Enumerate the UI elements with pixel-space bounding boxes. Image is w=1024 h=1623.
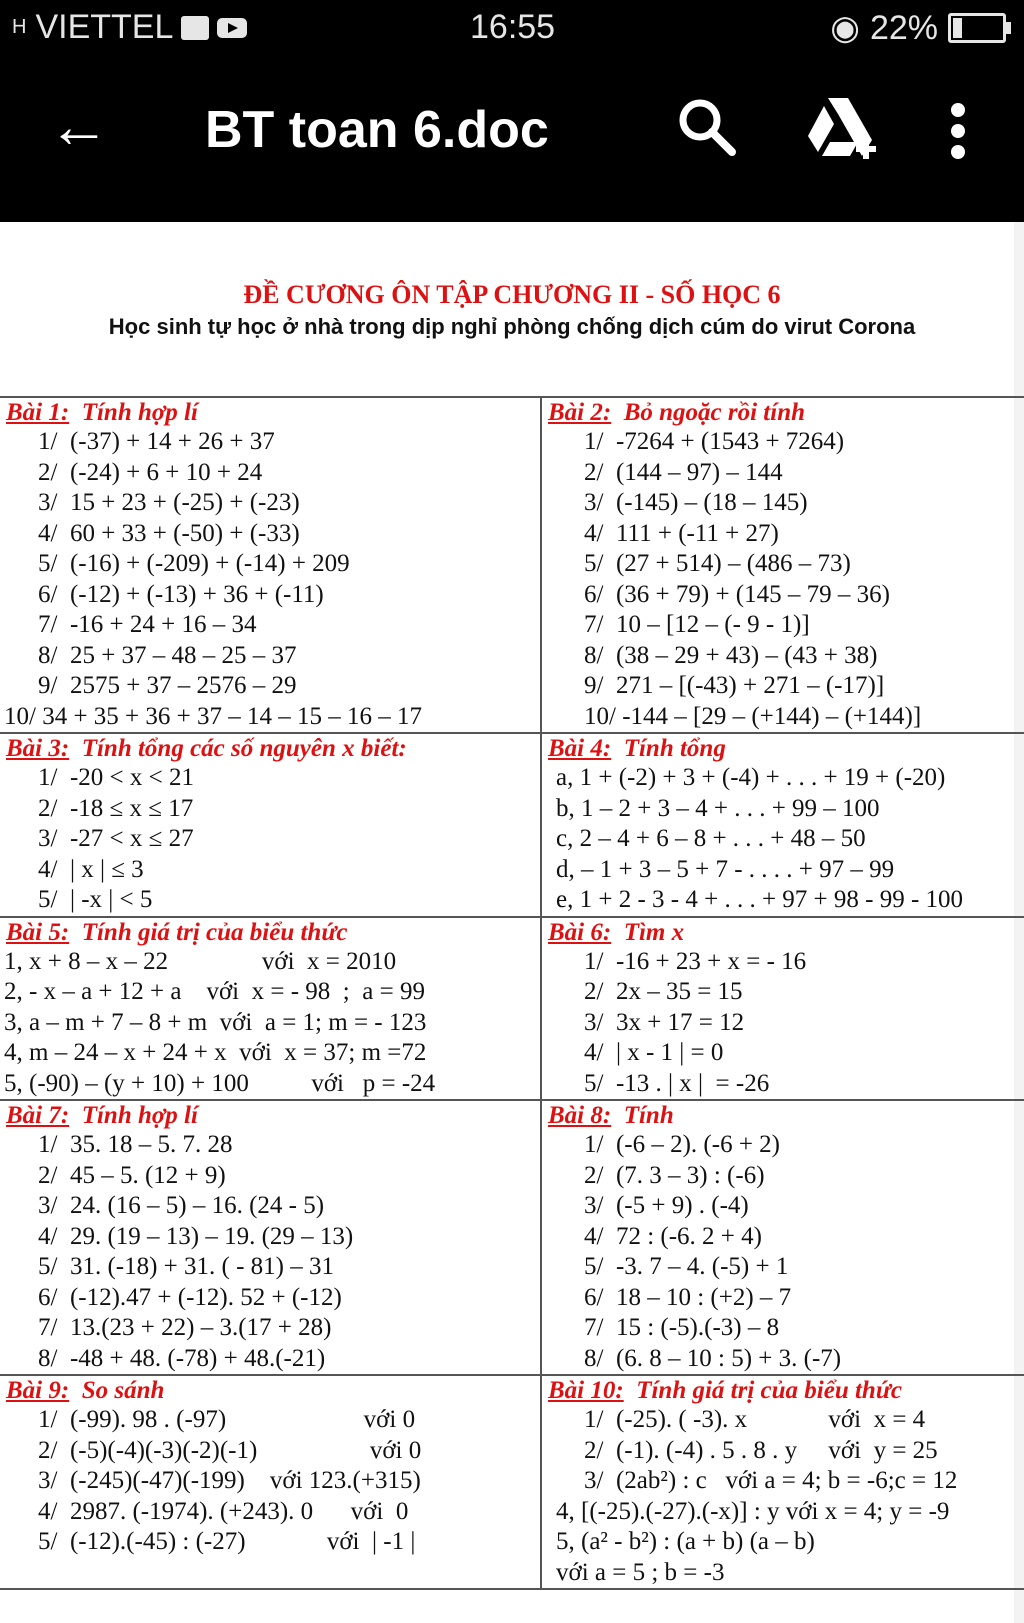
exercise-item: 4/ | x - 1 | = 0	[584, 1039, 724, 1066]
exercise-item: b, 1 – 2 + 3 – 4 + . . . + 99 – 100	[556, 794, 880, 822]
back-arrow-icon[interactable]: ←	[48, 92, 110, 161]
exercise-item: 6/ 18 – 10 : (+2) – 7	[584, 1283, 792, 1311]
exercise-item: 5/ 31. (-18) + 31. ( - 81) – 31	[38, 1253, 334, 1280]
exercise-item: 4/ 60 + 33 + (-50) + (-33)	[38, 519, 300, 547]
exercise-heading	[542, 918, 1024, 947]
exercise-cell	[541, 917, 1024, 1101]
exercise-title: Bỏ ngoặc rồi tính	[611, 399, 806, 426]
exercise-item: 5, (-90) – (y + 10) + 100 với p = -24	[4, 1069, 436, 1097]
more-vert-icon[interactable]	[940, 96, 976, 166]
exercise-item: 3/ (2ab²) : c với a = 4; b = -6;c = 12	[584, 1467, 958, 1494]
exercise-item: 2, - x – a + 12 + a với x = - 98 ; a = 99	[4, 978, 425, 1005]
exercise-item: 4/ 72 : (-6. 2 + 4)	[584, 1222, 762, 1250]
doc-heading: ĐỀ CƯƠNG ÔN TẬP CHƯƠNG II - SỐ HỌC 6	[243, 280, 781, 309]
exercise-item: 7/ -16 + 24 + 16 – 34	[38, 611, 257, 638]
exercise-heading	[0, 398, 540, 427]
exercise-item: 5/ (27 + 514) – (486 – 73)	[584, 550, 851, 577]
search-icon[interactable]	[672, 92, 742, 162]
exercise-item: 8/ 25 + 37 – 48 – 25 – 37	[38, 641, 297, 669]
exercise-item: 1/ (-25). ( -3). x với x = 4	[584, 1406, 926, 1433]
exercise-item: 4/ 111 + (-11 + 27)	[584, 519, 779, 547]
exercise-title: Tính giá trị của biểu thức	[623, 1377, 902, 1404]
exercise-item: 4/ 2987. (-1974). (+243). 0 với 0	[38, 1497, 409, 1525]
exercise-item: c, 2 – 4 + 6 – 8 + . . . + 48 – 50	[556, 825, 866, 852]
exercise-row	[0, 733, 1024, 917]
exercise-item: 3/ (-145) – (18 – 145)	[584, 489, 808, 516]
status-left	[12, 8, 247, 47]
clock: 16:55	[470, 8, 556, 46]
battery-icon	[948, 13, 1006, 43]
exercise-title: Tìm x	[611, 918, 685, 946]
exercise-cell	[0, 917, 541, 1101]
exercise-title: Tính tổng	[611, 735, 726, 762]
exercise-item: 9/ 271 – [(-43) + 271 – (-17)]	[584, 672, 885, 699]
exercise-item: 1/ (-6 – 2). (-6 + 2)	[584, 1131, 780, 1158]
exercise-item: d, – 1 + 3 – 5 + 7 - . . . . + 97 – 99	[556, 855, 895, 883]
exercise-item: 6/ (-12).47 + (-12). 52 + (-12)	[38, 1283, 342, 1311]
exercise-cell	[0, 1100, 541, 1375]
exercise-item: 5/ | -x | < 5	[38, 886, 153, 913]
notification-icon	[181, 16, 209, 40]
doc-subheading: Học sinh tự học ở nhà trong dịp nghỉ phòng chống dịch cúm do virut Corona	[108, 314, 916, 339]
exercise-cell	[0, 397, 541, 733]
exercise-label: Bài 3:	[6, 735, 70, 762]
exercise-cell	[0, 1375, 541, 1589]
exercise-item: 7/ 10 – [12 – (- 9 - 1)]	[584, 611, 810, 638]
exercise-item: 5, (a² - b²) : (a + b) (a – b)	[556, 1528, 815, 1555]
exercise-item: e, 1 + 2 - 3 - 4 + . . . + 97 + 98 - 99 - 100	[556, 886, 964, 913]
exercise-title: Tính hợp lí	[69, 399, 198, 426]
exercise-item: a, 1 + (-2) + 3 + (-4) + . . . + 19 + (-20)	[556, 764, 946, 791]
carrier-name: VIETTEL	[35, 8, 174, 46]
exercise-item: 6/ (36 + 79) + (145 – 79 – 36)	[584, 580, 890, 608]
exercise-row	[0, 397, 1024, 733]
exercise-row	[0, 1100, 1024, 1375]
exercise-item: 1/ 35. 18 – 5. 7. 28	[38, 1131, 233, 1158]
exercise-item: 3, a – m + 7 – 8 + m với a = 1; m = - 123	[4, 1008, 427, 1036]
exercise-item: 3/ (-245)(-47)(-199) với 123.(+315)	[38, 1467, 421, 1494]
exercise-item: 1, x + 8 – x – 22 với x = 2010	[4, 947, 397, 975]
exercise-item: 7/ 13.(23 + 22) – 3.(17 + 28)	[38, 1314, 332, 1341]
exercise-item: 2/ (144 – 97) – 144	[584, 458, 783, 486]
document-title: BT toan 6.doc	[205, 101, 549, 159]
exercise-title: Tính hợp lí	[69, 1102, 198, 1129]
status-bar	[0, 0, 1024, 52]
app-bar	[0, 52, 1024, 222]
exercise-item: 5/ (-12).(-45) : (-27) với | -1 |	[38, 1528, 416, 1555]
exercise-item: 10/ 34 + 35 + 36 + 37 – 14 – 15 – 16 – 17	[4, 702, 422, 730]
exercise-item: 3/ (-5 + 9) . (-4)	[584, 1192, 749, 1219]
exercise-item: 1/ -7264 + (1543 + 7264)	[584, 428, 845, 455]
exercise-table	[0, 396, 1024, 1590]
exercise-label: Bài 10:	[548, 1377, 624, 1404]
exercise-cell	[541, 1375, 1024, 1589]
exercise-heading	[0, 1376, 540, 1405]
exercise-title: Tính giá trị của biểu thức	[69, 918, 348, 946]
exercise-cell	[541, 397, 1024, 733]
exercise-item: 1/ -16 + 23 + x = - 16	[584, 947, 807, 975]
exercise-item: 5/ -13 . | x | = -26	[584, 1069, 770, 1097]
exercise-item: 3/ 3x + 17 = 12	[584, 1008, 745, 1036]
exercise-item: 2/ -18 ≤ x ≤ 17	[38, 794, 194, 822]
exercise-item: 1/ -20 < x < 21	[38, 764, 194, 791]
exercise-item: 4/ 29. (19 – 13) – 19. (29 – 13)	[38, 1222, 354, 1250]
exercise-label: Bài 7:	[6, 1102, 70, 1129]
exercise-item: 2/ 2x – 35 = 15	[584, 978, 743, 1005]
exercise-item: 2/ (-5)(-4)(-3)(-2)(-1) với 0	[38, 1436, 422, 1464]
exercise-cell	[0, 733, 541, 917]
exercise-item: 8/ (38 – 29 + 43) – (43 + 38)	[584, 641, 878, 669]
exercise-item: 5/ -3. 7 – 4. (-5) + 1	[584, 1253, 789, 1280]
exercise-heading	[0, 918, 540, 947]
exercise-row	[0, 1375, 1024, 1589]
exercise-heading	[0, 1101, 540, 1130]
exercise-item: 8/ (6. 8 – 10 : 5) + 3. (-7)	[584, 1344, 842, 1372]
exercise-label: Bài 4:	[548, 735, 612, 762]
exercise-heading	[542, 1376, 1024, 1405]
exercise-label: Bài 5:	[6, 918, 70, 946]
exercise-title: Tính tổng các số nguyên x biết:	[69, 735, 407, 762]
exercise-item: 2/ 45 – 5. (12 + 9)	[38, 1161, 226, 1189]
exercise-item: với a = 5 ; b = -3	[556, 1558, 725, 1586]
status-right	[830, 8, 1006, 48]
exercise-label: Bài 9:	[6, 1377, 70, 1404]
exercise-item: 6/ (-12) + (-13) + 36 + (-11)	[38, 580, 324, 608]
eye-icon: ◉	[830, 9, 860, 47]
exercise-title: Tính	[611, 1102, 674, 1129]
exercise-item: 4, [(-25).(-27).(-x)] : y với x = 4; y = -9	[556, 1497, 950, 1525]
battery-percent: 22%	[869, 8, 938, 47]
exercise-heading	[542, 1101, 1024, 1130]
exercise-item: 5/ (-16) + (-209) + (-14) + 209	[38, 550, 350, 577]
exercise-item: 4/ | x | ≤ 3	[38, 855, 144, 883]
exercise-item: 3/ 24. (16 – 5) – 16. (24 - 5)	[38, 1192, 325, 1219]
exercise-item: 1/ (-99). 98 . (-97) với 0	[38, 1406, 416, 1433]
exercise-item: 2/ (-24) + 6 + 10 + 24	[38, 458, 263, 486]
exercise-item: 4, m – 24 – x + 24 + x với x = 37; m =72	[4, 1039, 427, 1066]
exercise-item: 3/ 15 + 23 + (-25) + (-23)	[38, 489, 300, 516]
exercise-label: Bài 8:	[548, 1102, 612, 1129]
exercise-label: Bài 6:	[548, 918, 612, 946]
exercise-heading	[542, 398, 1024, 427]
exercise-label: Bài 1:	[6, 399, 70, 426]
signal-icon: H	[12, 16, 28, 38]
document-page	[0, 222, 1024, 1623]
exercise-cell	[541, 1100, 1024, 1375]
exercise-item: 2/ (-1). (-4) . 5 . 8 . y với y = 25	[584, 1436, 938, 1464]
exercise-item: 2/ (7. 3 – 3) : (-6)	[584, 1161, 765, 1189]
exercise-item: 7/ 15 : (-5).(-3) – 8	[584, 1314, 780, 1341]
exercise-heading	[0, 734, 540, 763]
exercise-item: 3/ -27 < x ≤ 27	[38, 825, 194, 852]
exercise-label: Bài 2:	[548, 399, 612, 426]
exercise-item: 8/ -48 + 48. (-78) + 48.(-21)	[38, 1344, 326, 1372]
exercise-item: 1/ (-37) + 14 + 26 + 37	[38, 428, 275, 455]
exercise-heading	[542, 734, 1024, 763]
exercise-cell	[541, 733, 1024, 917]
exercise-item: 9/ 2575 + 37 – 2576 – 29	[38, 672, 297, 699]
exercise-item: 10/ -144 – [29 – (+144) – (+144)]	[584, 702, 922, 730]
exercise-row	[0, 917, 1024, 1101]
exercise-title: So sánh	[69, 1377, 165, 1404]
drive-add-icon[interactable]	[800, 92, 880, 168]
youtube-icon	[217, 18, 247, 38]
